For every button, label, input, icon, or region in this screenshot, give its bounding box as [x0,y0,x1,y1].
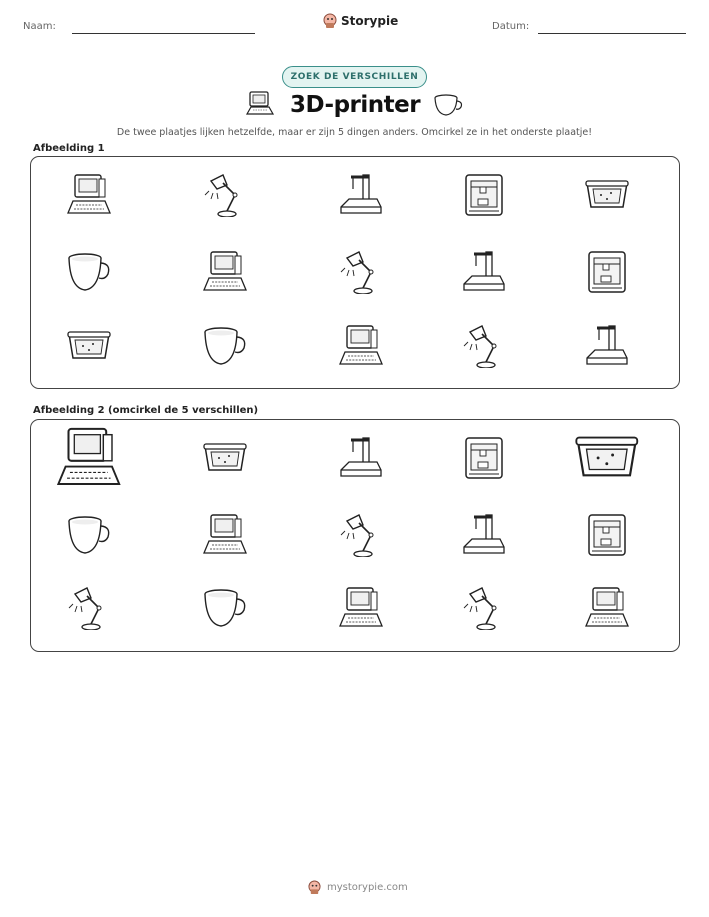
box-icon [201,436,249,480]
picture1-label: Afbeelding 1 [33,143,105,154]
footer [308,880,408,895]
storypie-mascot-icon [323,13,337,29]
lamp-icon [201,173,249,217]
box-icon [65,324,113,368]
scale-icon [337,436,385,480]
printer-icon [460,436,508,480]
printer-icon [583,250,631,294]
picture2-label: Afbeelding 2 (omcirkel de 5 verschillen) [33,405,259,416]
brand-name: Storypie [341,14,399,28]
computer-icon [583,586,631,630]
computer-icon [244,90,276,118]
page-title: 3D-printer [290,92,421,118]
lamp-icon [65,586,113,630]
scale-icon [460,250,508,294]
lamp-icon [337,513,385,557]
lamp-icon [337,250,385,294]
mug-icon [65,250,113,294]
scale-icon [460,513,508,557]
name-line [72,33,255,34]
computer-icon [54,426,124,490]
date-label: Datum: [492,21,530,32]
computer-icon [201,513,249,557]
computer-icon [337,586,385,630]
mug-icon [432,93,464,119]
printer-icon [460,173,508,217]
lamp-icon [460,586,508,630]
date-line [538,33,686,34]
storypie-mascot-icon [308,880,321,895]
lamp-icon [460,324,508,368]
instructions: De twee plaatjes lijken hetzelfde, maar er zijn 5 dingen anders. Omcirkel ze in het onderste plaatje! [116,127,593,138]
box-icon [572,426,642,490]
printer-icon [583,513,631,557]
category-badge: ZOEK DE VERSCHILLEN [282,66,427,88]
computer-icon [337,324,385,368]
mug-icon [201,324,249,368]
box-icon [583,173,631,217]
brand-logo [323,13,398,29]
mug-icon [201,586,249,630]
computer-icon [65,173,113,217]
scale-icon [583,324,631,368]
footer-url: mystorypie.com [327,882,408,893]
computer-icon [201,250,249,294]
scale-icon [337,173,385,217]
mug-icon [65,513,113,557]
name-label: Naam: [23,21,56,32]
